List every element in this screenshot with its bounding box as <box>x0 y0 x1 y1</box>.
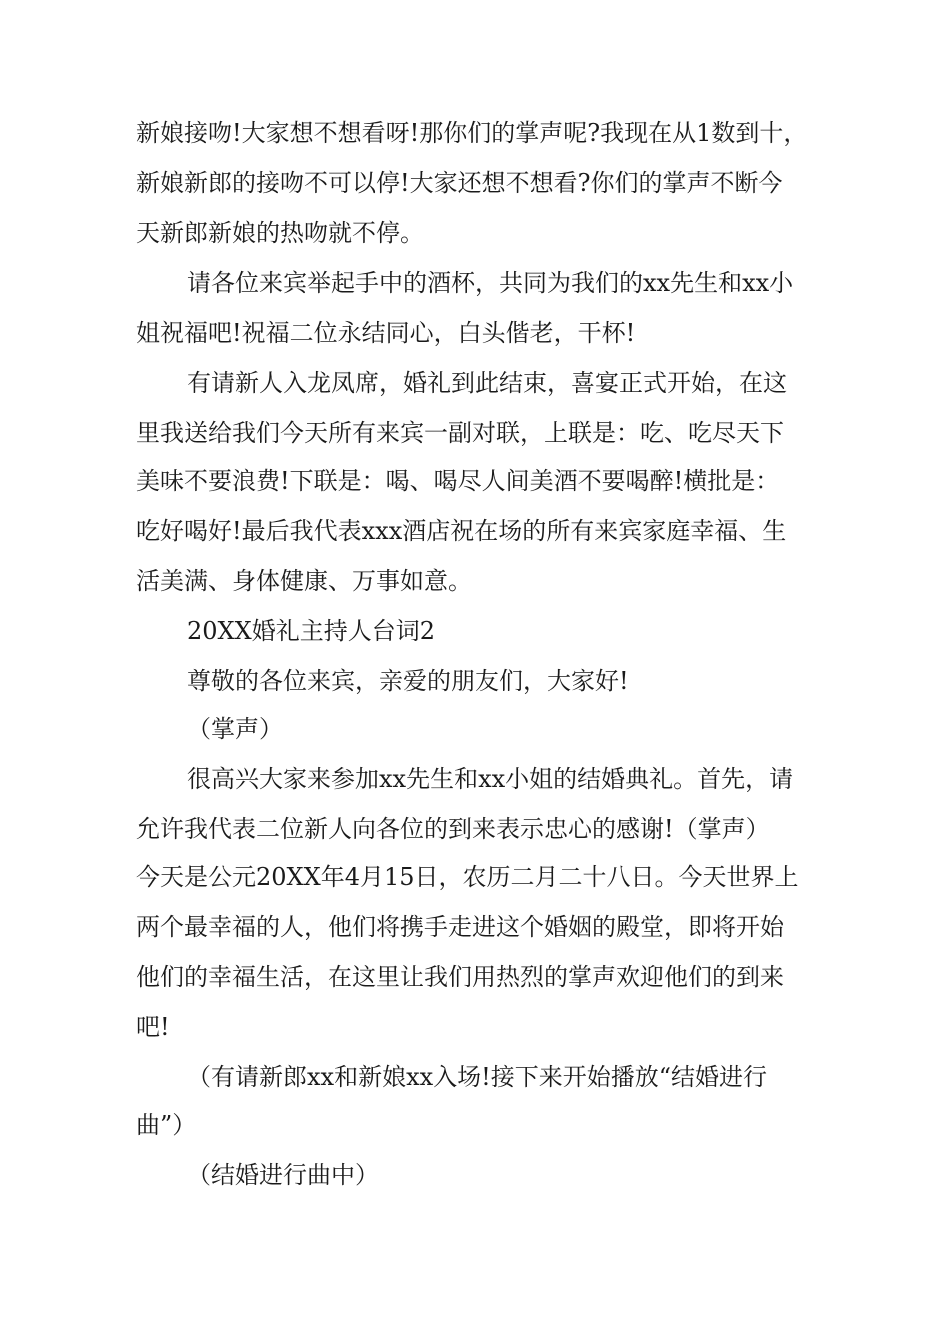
text-line: 允许我代表二位新人向各位的到来表示忠心的感谢!（掌声） <box>136 815 770 843</box>
text-line: （有请新郎xx和新娘xx入场!接下来开始播放“结婚进行 <box>187 1063 768 1091</box>
section-title: 20XX婚礼主持人台词2 <box>187 617 435 645</box>
text-line: （结婚进行曲中） <box>187 1161 379 1189</box>
text-line: 美味不要浪费!下联是：喝、喝尽人间美酒不要喝醉!横批是： <box>136 467 780 495</box>
text-line: 两个最幸福的人，他们将携手走进这个婚姻的殿堂，即将开始 <box>136 913 784 941</box>
text-line: （掌声） <box>187 715 283 743</box>
text-line: 曲”） <box>136 1111 197 1139</box>
text-line: 今天是公元20XX年4月15日，农历二月二十八日。今天世界上 <box>136 863 799 891</box>
text-line: 活美满、身体健康、万事如意。 <box>136 567 472 595</box>
text-line: 尊敬的各位来宾，亲爱的朋友们，大家好! <box>187 667 629 695</box>
text-line: 有请新人入龙凤席，婚礼到此结束，喜宴正式开始，在这 <box>187 369 787 397</box>
text-line: 姐祝福吧!祝福二位永结同心，白头偕老，干杯! <box>136 319 636 347</box>
text-line: 天新郎新娘的热吻就不停。 <box>136 219 424 247</box>
text-line: 新娘新郎的接吻不可以停!大家还想不想看?你们的掌声不断今 <box>136 169 783 197</box>
text-line: 吃好喝好!最后我代表xxx酒店祝在场的所有来宾家庭幸福、生 <box>136 517 787 545</box>
text-line: 很高兴大家来参加xx先生和xx小姐的结婚典礼。首先，请 <box>187 765 794 793</box>
text-line: 新娘接吻!大家想不想看呀!那你们的掌声呢?我现在从1数到十， <box>136 119 808 147</box>
text-line: 里我送给我们今天所有来宾一副对联，上联是：吃、吃尽天下 <box>136 419 784 447</box>
text-line: 吧! <box>136 1013 170 1041</box>
text-line: 请各位来宾举起手中的酒杯，共同为我们的xx先生和xx小 <box>187 269 794 297</box>
text-line: 他们的幸福生活，在这里让我们用热烈的掌声欢迎他们的到来 <box>136 963 784 991</box>
